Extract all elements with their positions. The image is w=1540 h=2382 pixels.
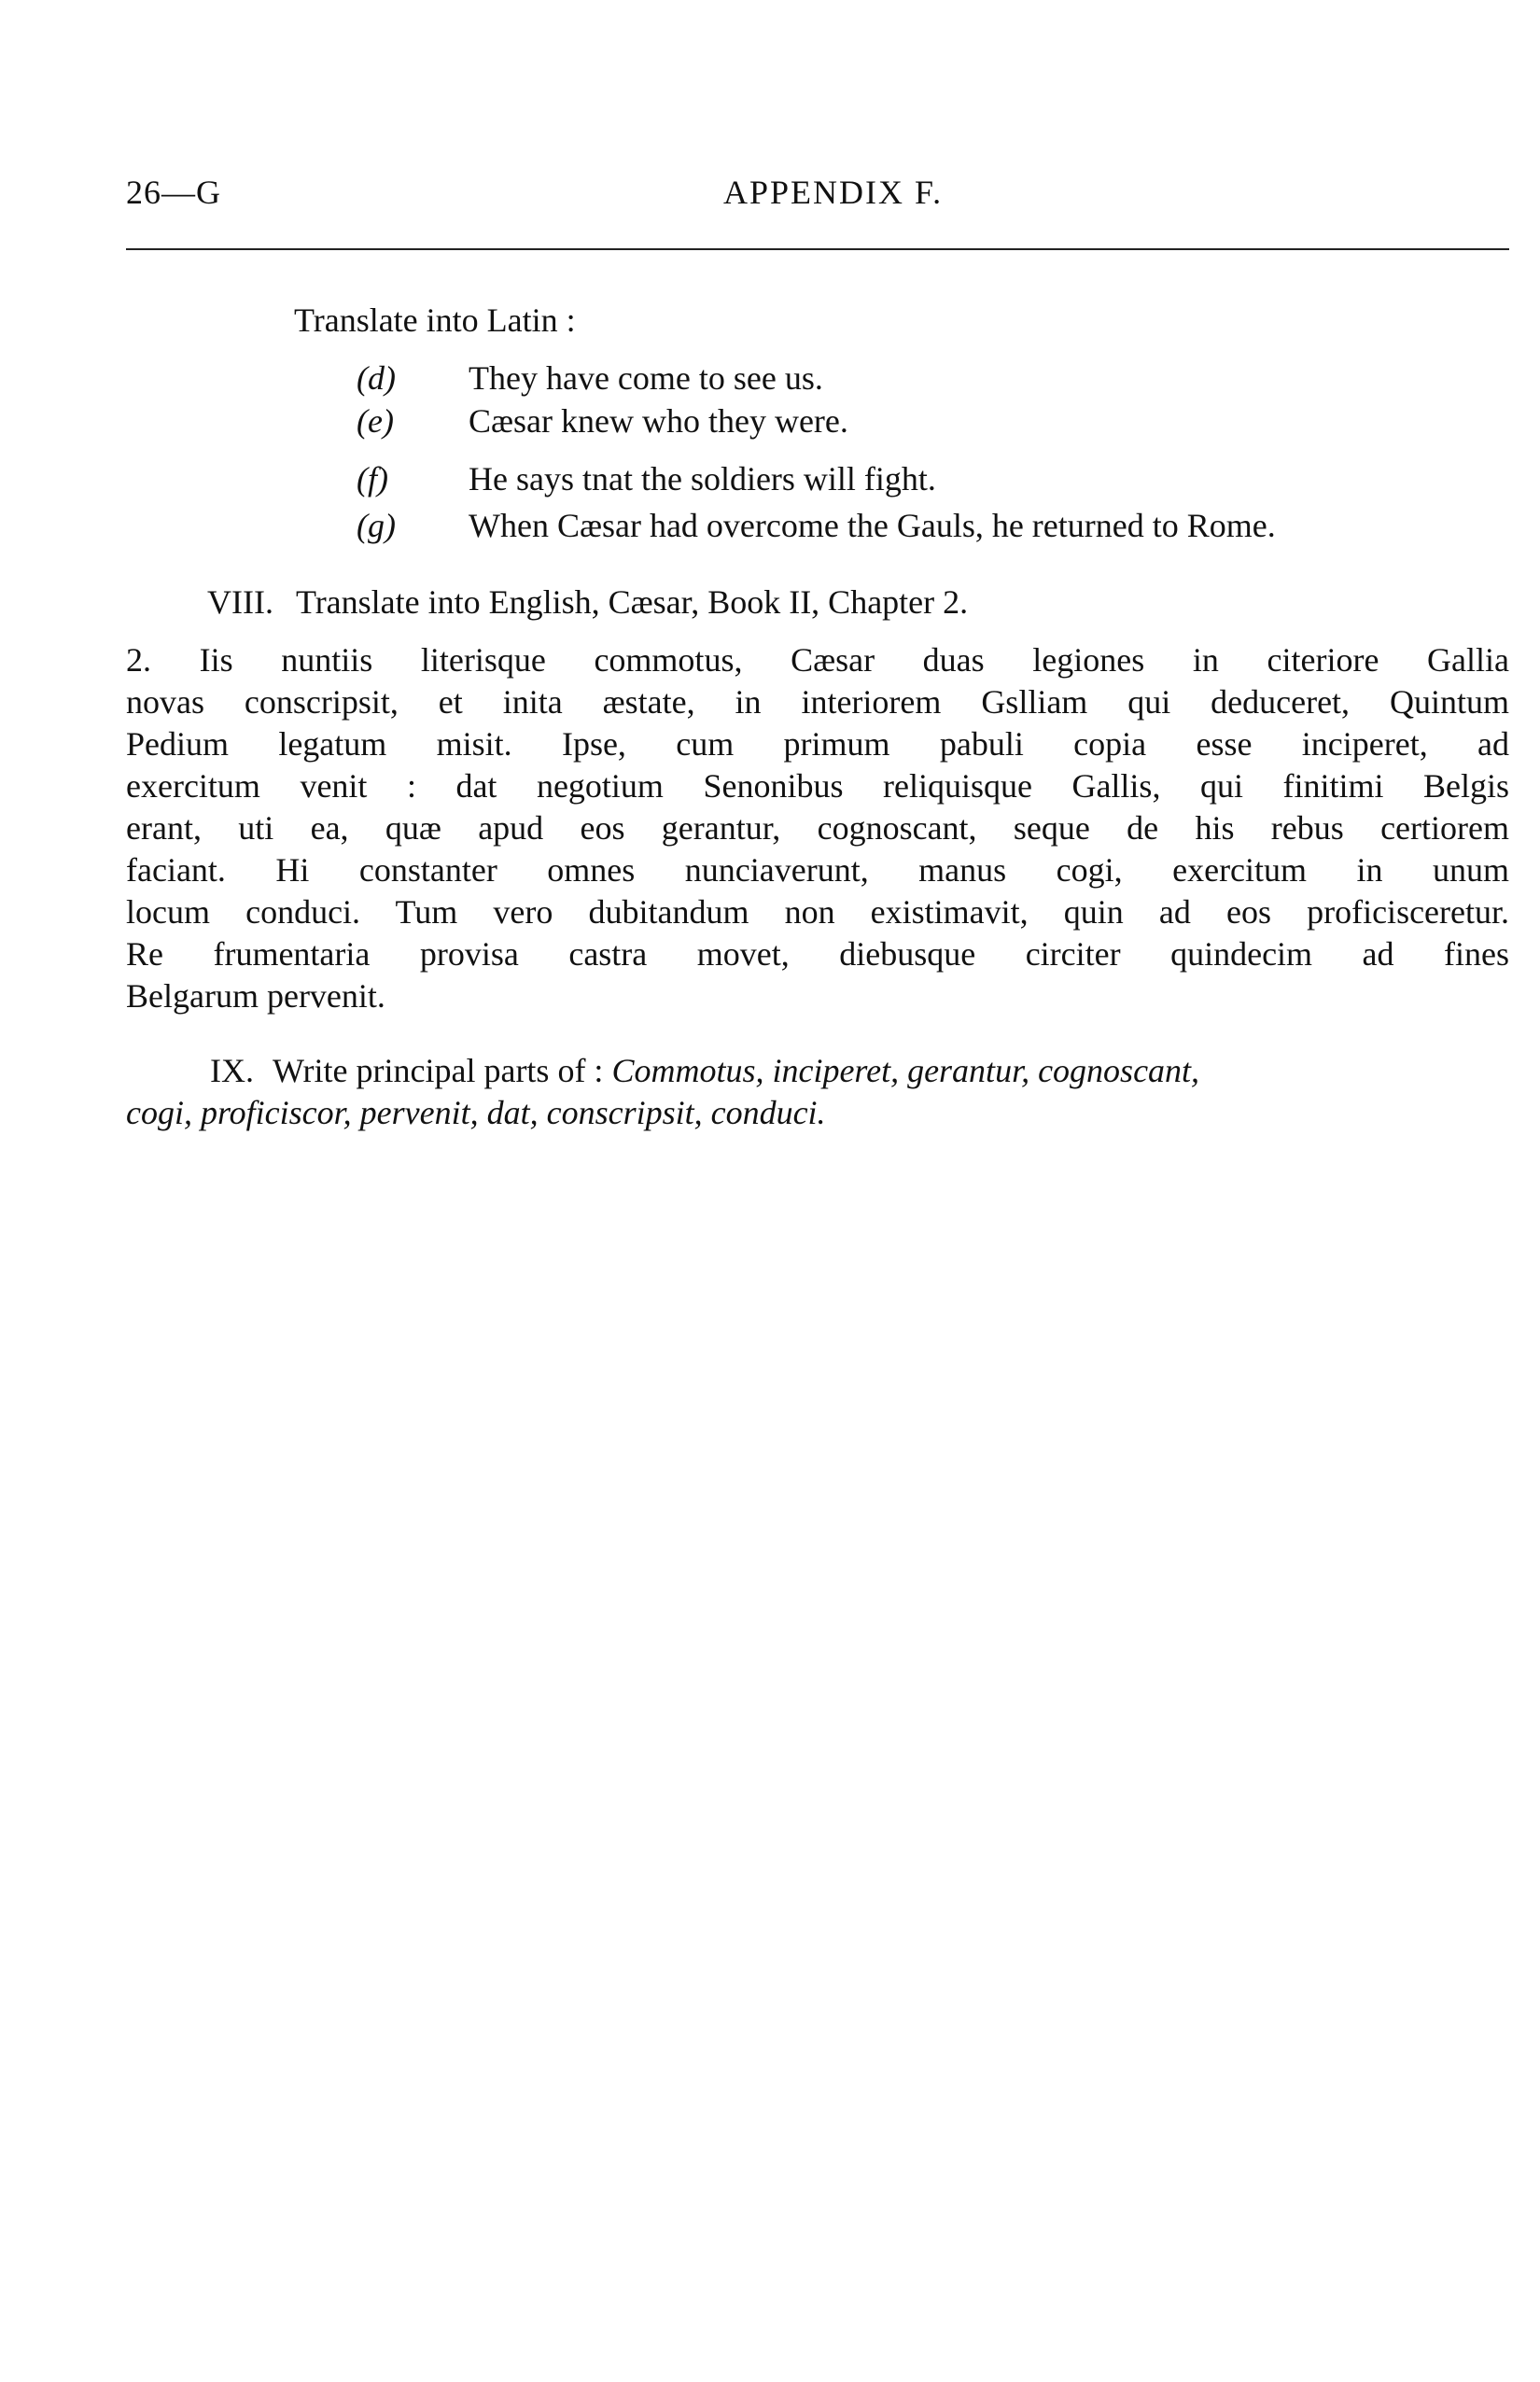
header-rule [126, 248, 1509, 250]
passage-line: erant, uti ea, quæ apud eos gerantur, cognoscant, seque de his rebus certiorem [126, 809, 1509, 847]
section-ix-line-1 [126, 1050, 1509, 1092]
section-number: VIII. [207, 583, 273, 621]
exercise-item-e [357, 402, 848, 440]
running-head: APPENDIX F. [723, 174, 944, 211]
passage-line: exercitum venit : dat negotium Senonibus reliquisque Gallis, qui finitimi Belgis [126, 767, 1509, 805]
item-label: (g) [357, 507, 396, 544]
exercise-item-f [357, 460, 936, 497]
passage-line: faciant. Hi constanter omnes nunciaverunt, manus cogi, exercitum in unum [126, 851, 1509, 889]
translate-latin-intro: Translate into Latin : [294, 301, 576, 339]
item-label: (f) [357, 460, 388, 497]
page-header [126, 173, 1507, 219]
section-instruction: Translate into English, Cæsar, Book II, Chapter 2. [295, 583, 969, 621]
passage-line: Re frumentaria provisa castra movet, diebusque circiter quindecim ad fines [126, 935, 1509, 973]
section-ix [126, 1050, 1509, 1134]
item-text: When Cæsar had overcome the Gauls, he returned to Rome. [469, 507, 1276, 544]
passage-line: novas conscripsit, et inita æstate, in interiorem Gslliam qui deduceret, Quintum [126, 683, 1509, 721]
latin-passage [126, 639, 1509, 1017]
passage-line: 2. Iis nuntiis literisque commotus, Cæsar duas legiones in citeriore Gallia [126, 641, 1509, 679]
principal-parts-words: Commotus, inciperet, gerantur, cognoscant, [611, 1052, 1200, 1089]
page-number: 26—G [126, 174, 221, 211]
section-instruction: Write principal parts of : [273, 1052, 604, 1089]
section-ix-line-2: cogi, proficiscor, pervenit, dat, conscripsit, conduci. [126, 1094, 826, 1131]
passage-line: Pedium legatum misit. Ipse, cum primum pabuli copia esse inciperet, ad [126, 725, 1509, 763]
item-label: (d) [357, 359, 396, 397]
passage-line: locum conduci. Tum vero dubitandum non existimavit, quin ad eos proficisceretur. [126, 893, 1509, 931]
item-label: (e) [357, 402, 394, 440]
item-text: They have come to see us. [469, 359, 823, 397]
exercise-item-g [357, 507, 1276, 544]
section-viii-heading [207, 583, 968, 621]
item-text: He says tnat the soldiers will fight. [469, 460, 936, 497]
exercise-item-d [357, 359, 823, 397]
item-text: Cæsar knew who they were. [469, 402, 848, 440]
section-number: IX. [210, 1052, 254, 1089]
passage-line: Belgarum pervenit. [126, 977, 385, 1015]
